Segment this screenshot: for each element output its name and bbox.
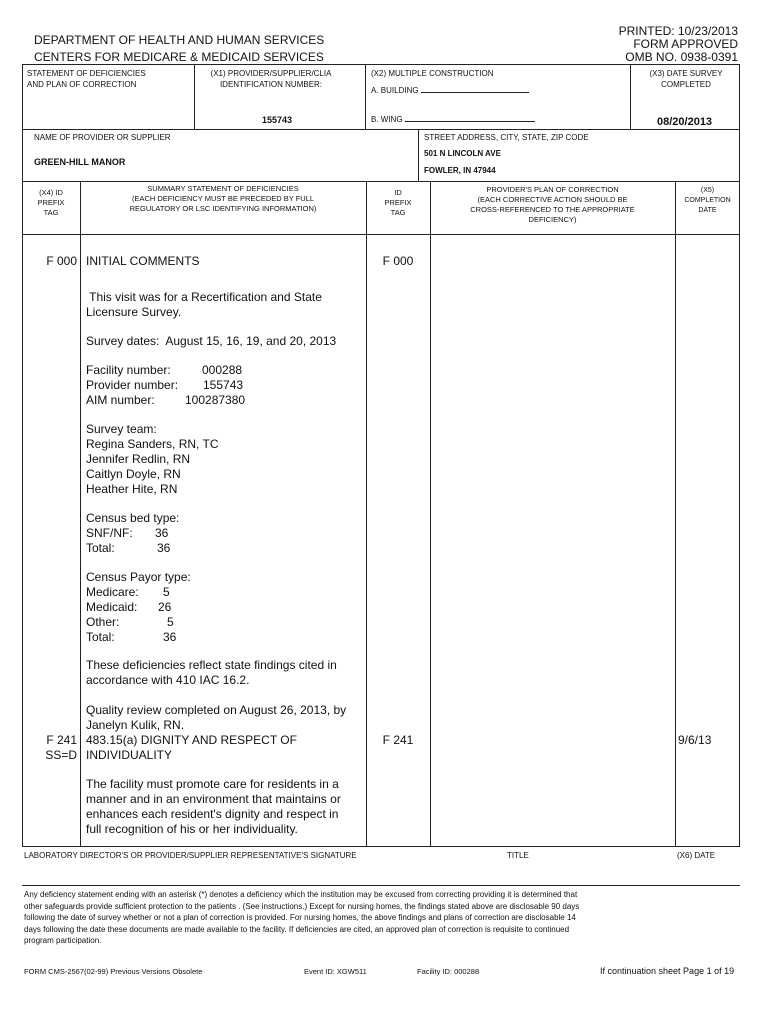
x3-date-value: 08/20/2013: [657, 116, 713, 128]
provider-number-label: Provider number:: [86, 378, 179, 392]
census-payor-label: Census Payor type:: [86, 570, 191, 584]
promote-line-2: manner and in an environment that maintains or: [86, 792, 341, 806]
medicare-value: 5: [163, 585, 170, 599]
facility-number-label: Facility number:: [86, 363, 171, 377]
f241-tag: F 241: [46, 733, 77, 747]
facility-id: Facility ID: 000288: [417, 967, 480, 976]
city-state-zip: FOWLER, IN 47944: [424, 166, 496, 175]
total-payor-label: Total:: [86, 630, 115, 644]
other-label: Other:: [86, 615, 120, 629]
form-approved: FORM APPROVED: [633, 37, 738, 51]
total-bed-label: Total:: [86, 541, 115, 555]
recert-line-1: This visit was for a Recertification and State: [86, 290, 322, 304]
x4-header: (X4) ID PREFIX TAG: [37, 188, 65, 217]
provider-name-label: NAME OF PROVIDER OR SUPPLIER: [34, 133, 171, 142]
provider-name: GREEN-HILL MANOR: [34, 157, 126, 167]
medicaid-label: Medicaid:: [86, 600, 138, 614]
printed-date: PRINTED: 10/23/2013: [618, 24, 738, 38]
promote-line-4: full recognition of his or her individuality.: [86, 822, 298, 836]
f241-ss: SS=D: [45, 748, 77, 762]
initial-comments: INITIAL COMMENTS: [86, 254, 200, 268]
f241-id: F 241: [382, 733, 414, 747]
quality-line-1: Quality review completed on August 26, 2013, by: [86, 703, 347, 717]
x3-label: (X3) DATE SURVEY COMPLETED: [649, 69, 723, 89]
promote-line-1: The facility must promote care for residents in a: [86, 777, 339, 791]
dignity-line-1: 483.15(a) DIGNITY AND RESPECT OF: [86, 733, 297, 747]
x1-label: (X1) PROVIDER/SUPPLIER/CLIA IDENTIFICATION NUMBER:: [210, 69, 332, 89]
findings-line-1: These deficiencies reflect state findings cited in: [86, 658, 337, 672]
address-label: STREET ADDRESS, CITY, STATE, ZIP CODE: [424, 133, 589, 142]
x2-label: (X2) MULTIPLE CONSTRUCTION: [371, 69, 494, 78]
team-member: Jennifer Redlin, RN: [86, 452, 191, 466]
street-address: 501 N LINCOLN AVE: [424, 149, 501, 158]
findings-line-2: accordance with 410 IAC 16.2.: [86, 673, 250, 687]
other-value: 5: [167, 615, 174, 629]
aim-number-value: 100287380: [185, 393, 246, 407]
quality-line-2: Janelyn Kulik, RN.: [86, 718, 185, 732]
f000-id: F 000: [382, 254, 414, 268]
team-member: Regina Sanders, RN, TC: [86, 437, 219, 451]
x1-value: 155743: [262, 115, 293, 125]
aim-number-label: AIM number:: [86, 393, 155, 407]
dignity-line-2: INDIVIDUALITY: [86, 748, 173, 762]
census-bed-label: Census bed type:: [86, 511, 180, 525]
form-number: FORM CMS-2567(02-99) Previous Versions Obsolete: [24, 967, 203, 976]
omb-number: OMB NO. 0938-0391: [625, 50, 738, 64]
statement-label: STATEMENT OF DEFICIENCIES AND PLAN OF CORRECTION: [27, 69, 146, 89]
snf-label: SNF/NF:: [86, 526, 133, 540]
continuation-page: If continuation sheet Page 1 of 19: [600, 966, 735, 976]
summary-header: SUMMARY STATEMENT OF DEFICIENCIES (EACH DEFICIENCY MUST BE PRECEDED BY FULL REGULATORY OR LSC IDENTIFYING INFORMATION): [129, 184, 317, 213]
building-label: A. BUILDING: [371, 84, 529, 96]
wing-label: B. WING: [371, 113, 535, 125]
team-member: Heather Hite, RN: [86, 482, 178, 496]
department-title: DEPARTMENT OF HEALTH AND HUMAN SERVICES: [34, 33, 325, 47]
promote-line-3: enhances each resident's dignity and respect in: [86, 807, 339, 821]
f000-tag: F 000: [46, 254, 77, 268]
signature-label: LABORATORY DIRECTOR'S OR PROVIDER/SUPPLIER REPRESENTATIVE'S SIGNATURE: [24, 851, 357, 860]
survey-dates: Survey dates: August 15, 16, 19, and 20, 2013: [86, 334, 337, 348]
plan-header: PROVIDER'S PLAN OF CORRECTION (EACH CORRECTIVE ACTION SHOULD BE CROSS-REFERENCED TO THE APPROPRIATE DEFICIENCY): [470, 185, 635, 224]
footnote: Any deficiency statement ending with an asterisk (*) denotes a deficiency which the institution may be excused from correcting providing it is determined that other safeguards provide sufficient protection to the patients . (See instructions.) Except for nursing homes, the findings stated above are disclosable 90 days following the date of survey whether or not a plan of correction is provided. For nursing homes, the above findings and plans of correction are disclosable 14 days following the date these documents are made available to the facility. If deficiencies are cited, an approved plan of correction is requisite to continued program participation.: [24, 890, 580, 945]
total-bed-value: 36: [157, 541, 171, 555]
centers-title: CENTERS FOR MEDICARE & MEDICAID SERVICES: [34, 50, 324, 64]
recert-line-2: Licensure Survey.: [86, 305, 182, 319]
x6-date-label: (X6) DATE: [677, 851, 716, 860]
provider-number-value: 155743: [203, 378, 244, 392]
event-id: Event ID: XGW511: [304, 967, 367, 976]
total-payor-value: 36: [163, 630, 177, 644]
id-header: ID PREFIX TAG: [384, 188, 412, 217]
team-member: Caitlyn Doyle, RN: [86, 467, 181, 481]
wing-blank: [405, 113, 535, 122]
survey-team-label: Survey team:: [86, 422, 157, 436]
building-blank: [421, 84, 529, 93]
snf-value: 36: [155, 526, 169, 540]
x5-header: (X5) COMPLETION DATE: [684, 187, 731, 214]
medicare-label: Medicare:: [86, 585, 139, 599]
title-label: TITLE: [507, 851, 529, 860]
f241-completion-date: 9/6/13: [678, 733, 712, 747]
medicaid-value: 26: [158, 600, 172, 614]
facility-number-value: 000288: [202, 363, 243, 377]
